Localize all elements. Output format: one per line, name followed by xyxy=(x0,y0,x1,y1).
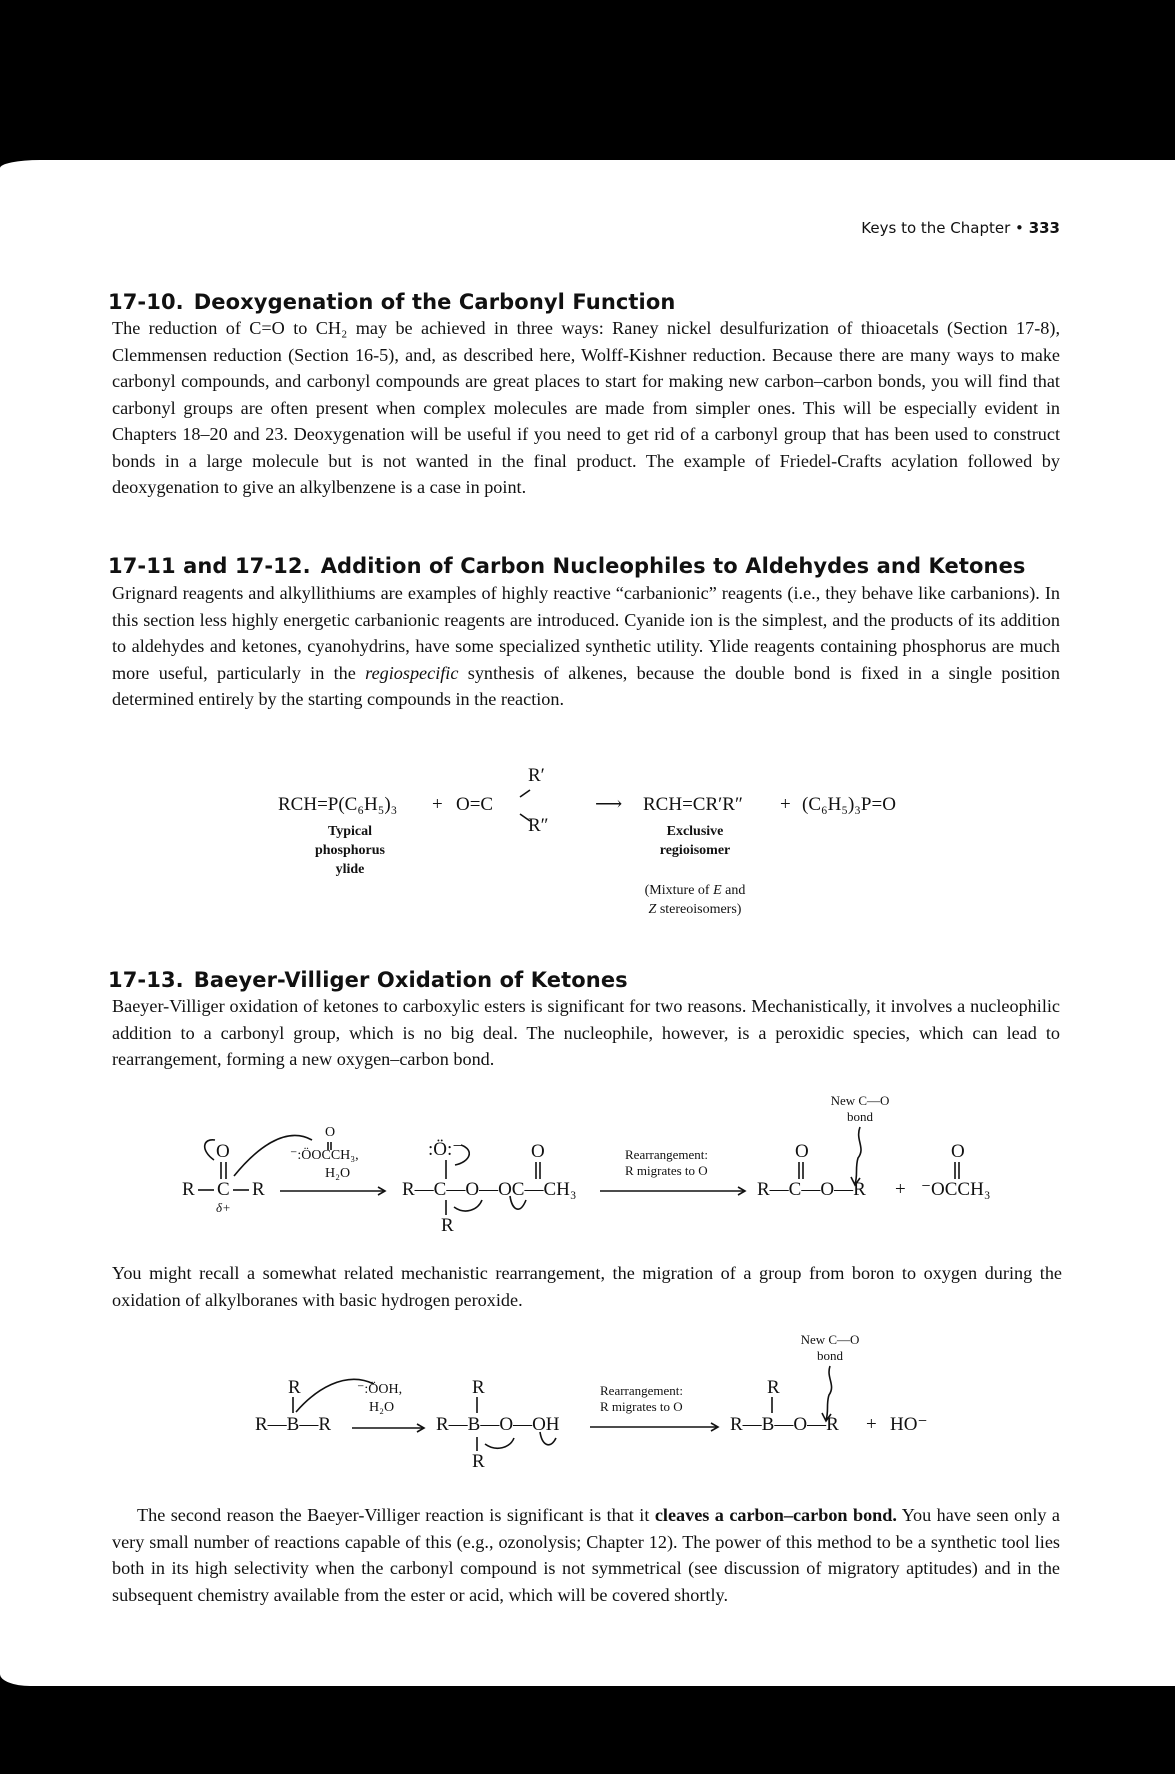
paragraph-baeyer-villiger: Baeyer-Villiger oxidation of ketones to carboxylic esters is significant for two reasons. Mechanistically, it involves a nucleophilic addition to a carbonyl group, which is no big deal. The nucleophile, however, is a peroxidic species, which can lead to rearrangement, forming a new oxygen–carbon bond. xyxy=(112,996,1060,1069)
section-title: Baeyer-Villiger Oxidation of Ketones xyxy=(193,968,628,992)
boronate-intermediate: R—B—O—OH xyxy=(436,1414,560,1435)
label-line: R migrates to O xyxy=(600,1399,683,1414)
caption-line: ylide xyxy=(335,862,365,877)
ketone-left-r: R xyxy=(182,1179,195,1200)
borane-top-r: R xyxy=(288,1377,301,1398)
curved-arrow-icon xyxy=(234,1135,312,1176)
acetate-byproduct: ⁻OCCH₃ xyxy=(921,1179,991,1200)
curved-arrow-icon xyxy=(540,1432,556,1445)
alkene-product: RCH=CR′R″ xyxy=(643,794,743,815)
text-run: (Mixture of xyxy=(644,883,714,898)
tetrahedral-intermediate: R—C—O—OC—CH₃ xyxy=(402,1179,577,1200)
ester-carbonyl-oxygen: O xyxy=(795,1141,809,1162)
label-line: Rearrangement: xyxy=(625,1147,709,1162)
curved-arrow-icon xyxy=(454,1200,482,1211)
section-number: 17-13. xyxy=(108,968,184,992)
text-run: You have seen only a very small number of reactions capable of this (e.g., ozonolysis; Chapter 12). The power of this method to be a synthetic tool lies both in its high selectivity when the carbonyl compound is not symmetrical (see discussion of migratory aptitudes) and in the subsequent chemistry available from the ester or acid, which will be covered shortly. xyxy=(112,1505,1060,1605)
label-line: bond xyxy=(847,1109,873,1124)
ketone-oxygen: O xyxy=(216,1141,230,1162)
italic-term: E xyxy=(713,883,722,898)
water-solvent: H₂O xyxy=(325,1166,351,1181)
curved-arrow-icon xyxy=(485,1438,514,1448)
ketone-right-r: R xyxy=(252,1179,265,1200)
paragraph-borane-oxidation: You might recall a somewhat related mechanistic rearrangement, the migration of a group from boron to oxygen during the oxidation of alkylboranes with basic hydrogen peroxide. xyxy=(112,1263,1062,1310)
carbonyl-reactant: O=C xyxy=(456,794,494,815)
section-title: Deoxygenation of the Carbonyl Function xyxy=(193,290,676,314)
caption-line: regioisomer xyxy=(659,843,731,858)
text-run: stereoisomers) xyxy=(656,902,742,917)
section-number: 17-11 and 17-12. xyxy=(108,554,311,578)
delta-plus-charge: δ+ xyxy=(216,1200,231,1215)
section-number: 17-10. xyxy=(108,290,184,314)
label-line: R migrates to O xyxy=(625,1163,708,1178)
label-line: New C—O xyxy=(800,1332,860,1347)
plus-sign: + xyxy=(866,1414,877,1435)
acetate-carbonyl-oxygen: O xyxy=(951,1141,965,1162)
label-line: bond xyxy=(817,1348,843,1363)
squiggle-pointer-icon xyxy=(855,1127,861,1184)
plus-sign: + xyxy=(895,1179,906,1200)
plus-sign: + xyxy=(432,794,443,815)
hydroperoxide-reagent: ⁻:ÖOH, xyxy=(357,1382,403,1397)
hydroxide-byproduct: HO⁻ xyxy=(890,1414,928,1435)
italic-term: regiospecific xyxy=(365,662,459,683)
ester-product: R—C—O—R xyxy=(757,1179,866,1200)
water-solvent: H₂O xyxy=(369,1400,395,1415)
intermediate-carbonyl-oxygen: O xyxy=(531,1141,545,1162)
boronate-top-r: R xyxy=(472,1377,485,1398)
section-title: Addition of Carbon Nucleophiles to Aldehydes and Ketones xyxy=(320,554,1026,578)
reaction-arrow: ⟶ xyxy=(595,794,623,815)
r-double-prime-label: R″ xyxy=(528,815,549,836)
alkoxide-oxygen: :Ö:⁻ xyxy=(428,1139,463,1160)
boronate-bottom-r: R xyxy=(472,1451,485,1472)
curved-arrow-icon xyxy=(205,1140,215,1160)
caption-line: Typical xyxy=(327,824,373,839)
peracetate-reagent: ⁻:ÖOCCH₃, xyxy=(290,1148,359,1163)
bond-line xyxy=(520,790,530,797)
phosphine-oxide-product: (C₆H₅)₃P=O xyxy=(802,794,896,815)
borinate-product: R—B—O—R xyxy=(730,1414,839,1435)
label-line: Rearrangement: xyxy=(600,1383,684,1398)
italic-term: Z xyxy=(648,902,657,917)
page-number: 333 xyxy=(1028,219,1060,237)
bond-line xyxy=(520,814,530,821)
plus-sign: + xyxy=(780,794,791,815)
r-prime-label: R′ xyxy=(528,765,545,786)
label-line: New C—O xyxy=(830,1093,890,1108)
running-head-title: Keys to the Chapter xyxy=(861,219,1011,237)
caption-line: Exclusive xyxy=(666,824,724,839)
curved-arrow-icon xyxy=(296,1379,374,1412)
running-head-separator: • xyxy=(1015,219,1024,237)
borinate-top-r: R xyxy=(767,1377,780,1398)
intermediate-bottom-r: R xyxy=(441,1215,454,1236)
text-run: and xyxy=(721,883,746,898)
bold-term: cleaves a carbon–carbon bond. xyxy=(654,1505,897,1525)
curved-arrow-icon xyxy=(455,1145,469,1165)
trialkylborane: R—B—R xyxy=(255,1414,332,1435)
squiggle-pointer-icon xyxy=(826,1366,832,1420)
text-run: The second reason the Baeyer-Villiger reaction is significant is that it xyxy=(137,1505,655,1525)
ylide-reactant: RCH=P(C₆H₅)₃ xyxy=(278,794,398,815)
curved-arrow-icon xyxy=(510,1196,526,1209)
paragraph-deoxygenation: The reduction of C=O to CH₂ may be achieved in three ways: Raney nickel desulfurization of thioacetals (Section 17-8), Clemmensen reduction (Section 16-5), and, as described here, Wolff-Kishner reduction. Because there are many ways to make carbonyl compounds, and carbonyl compounds are great places to start for making new carbon–carbon bonds, you will find that carbonyl groups are often present when complex molecules are made from simpler ones. This will be especially evident in Chapters 18–20 and 23. Deoxygenation will be useful if you need to get rid of a carbonyl group that has been used to construct bonds in a large molecule but is not wanted in the final product. The example of Friedel-Crafts acylation followed by deoxygenation to give an alkylbenzene is a case in point. xyxy=(112,318,1060,497)
caption-line: phosphorus xyxy=(314,843,386,858)
text-run: synthesis of alkenes, because the double bond is fixed in a single position determined entirely by the starting compounds in the reaction. xyxy=(112,662,1060,709)
text-run: Grignard reagents and alkyllithiums are examples of highly reactive “carbanionic” reagents (i.e., they behave like carbanions). In this section less highly energetic carbanionic reagents are introduced. Cyanide ion is the simplest, and the products of its addition to aldehydes and ketones, cyanohydrins, have some specialized synthetic utility. Ylide reagents containing phosphorus are much more useful, particularly in the xyxy=(112,583,1060,683)
peracid-carbonyl-oxygen: O xyxy=(325,1125,336,1140)
ketone-carbon: C xyxy=(217,1179,230,1200)
